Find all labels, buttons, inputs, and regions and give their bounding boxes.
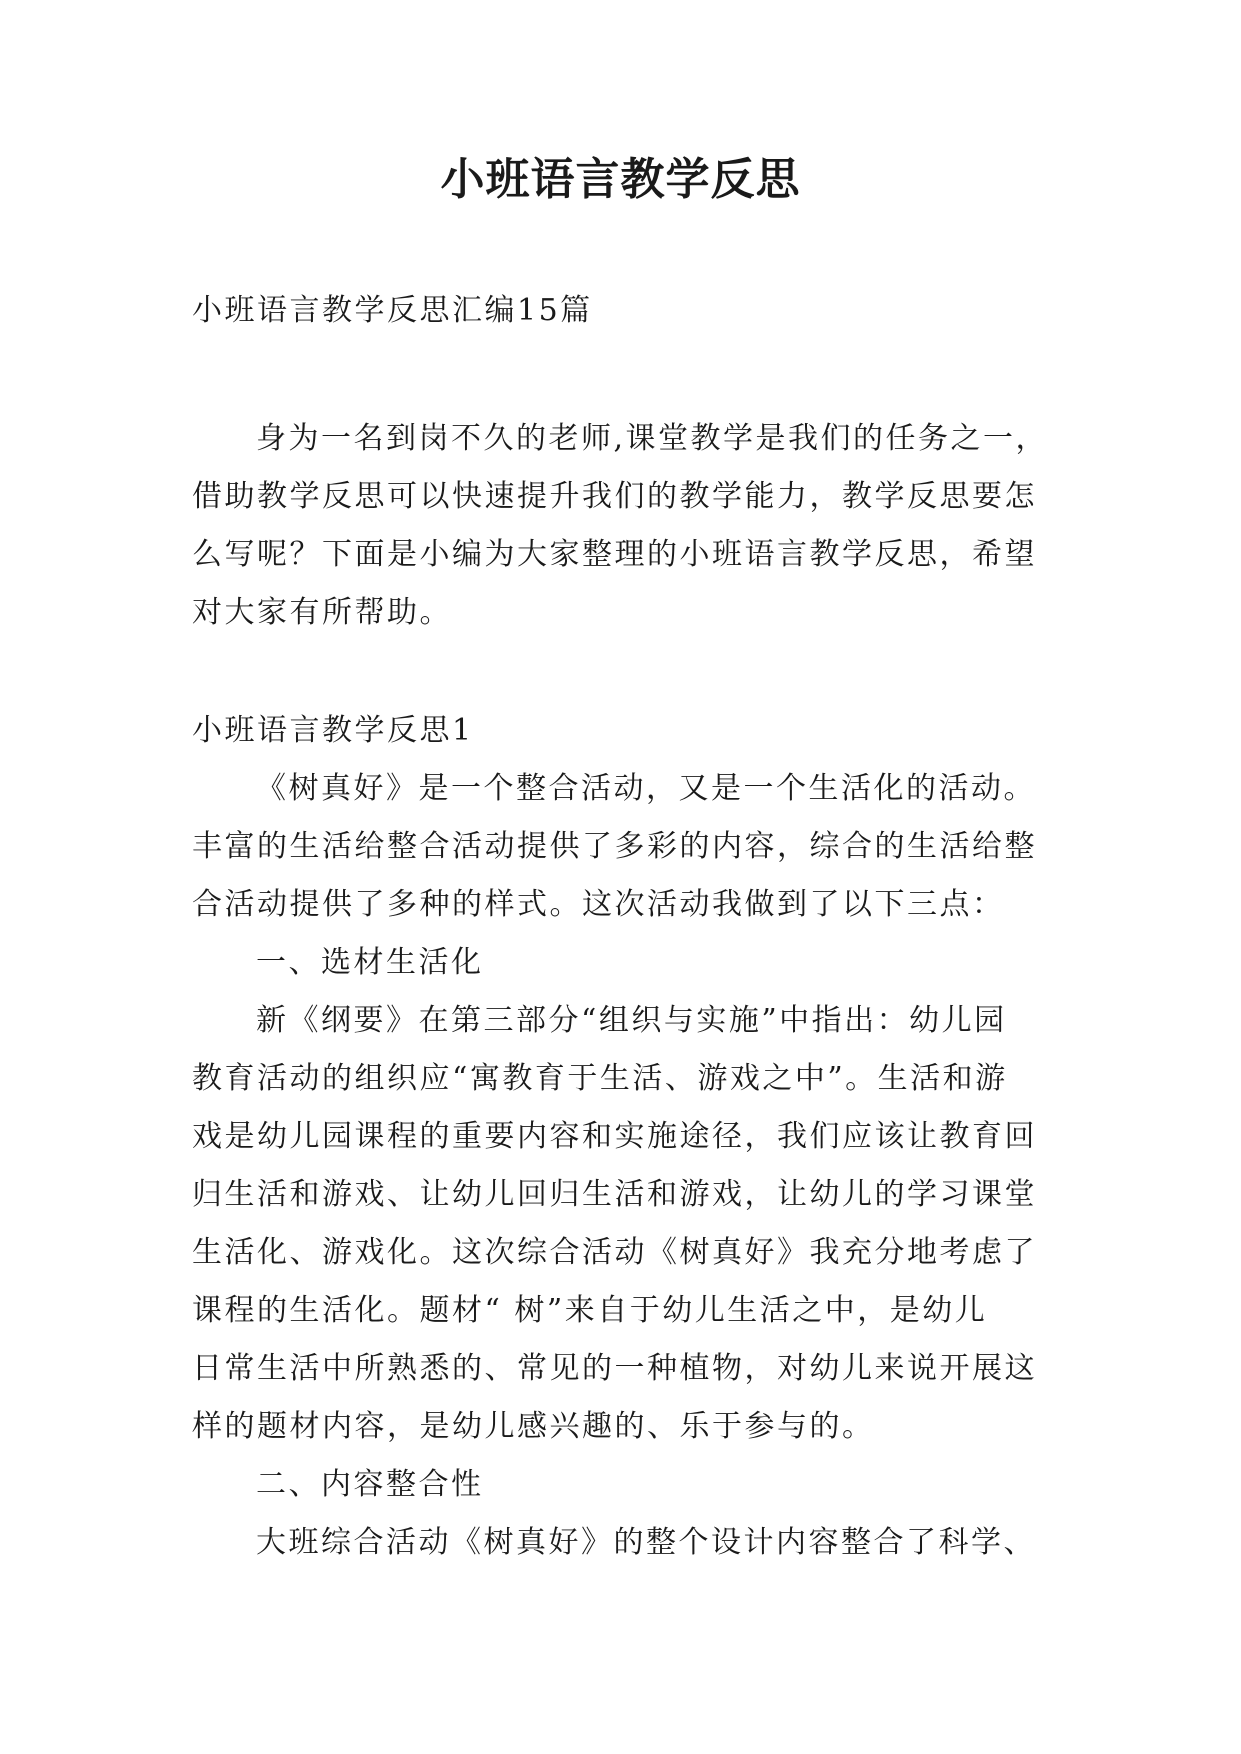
intro-line: 对大家有所帮助。 bbox=[192, 595, 452, 630]
subheading-line: 一、选材生活化 bbox=[256, 945, 484, 980]
body-line: 新《纲要》在第三部分“组织与实施”中指出：幼儿园 bbox=[256, 1003, 1007, 1038]
document-body bbox=[192, 282, 1058, 1572]
body-line: 合活动提供了多种的样式。这次活动我做到了以下三点： bbox=[192, 887, 1005, 922]
body-line: 大班综合活动《树真好》的整个设计内容整合了科学、 bbox=[256, 1525, 1036, 1560]
subheading-line: 二、内容整合性 bbox=[256, 1467, 484, 1502]
intro-paragraph bbox=[192, 410, 1058, 642]
intro-line: 么写呢？下面是小编为大家整理的小班语言教学反思，希望 bbox=[192, 537, 1037, 572]
body-line: 课程的生活化。题材“ 树”来自于幼儿生活之中，是幼儿 bbox=[192, 1293, 988, 1328]
body-line: 归生活和游戏、让幼儿回归生活和游戏，让幼儿的学习课堂 bbox=[192, 1177, 1037, 1212]
body-line: 丰富的生活给整合活动提供了多彩的内容，综合的生活给整 bbox=[192, 829, 1037, 864]
body-line: 生活化、游戏化。这次综合活动《树真好》我充分地考虑了 bbox=[192, 1235, 1037, 1270]
page-title: 小班语言教学反思 bbox=[440, 154, 801, 205]
body-line: 戏是幼儿园课程的重要内容和实施途径，我们应该让教育回 bbox=[192, 1119, 1037, 1154]
document-subtitle: 小班语言教学反思汇编15篇 bbox=[192, 293, 593, 328]
body-line: 教育活动的组织应“寓教育于生活、游戏之中”。生活和游 bbox=[192, 1061, 1008, 1096]
body-line: 日常生活中所熟悉的、常见的一种植物，对幼儿来说开展这 bbox=[192, 1351, 1037, 1386]
body-line: 《树真好》是一个整合活动，又是一个生活化的活动。 bbox=[256, 771, 1036, 806]
body-line: 样的题材内容，是幼儿感兴趣的、乐于参与的。 bbox=[192, 1409, 875, 1444]
intro-line: 借助教学反思可以快速提升我们的教学能力，教学反思要怎 bbox=[192, 479, 1037, 514]
section-heading: 小班语言教学反思1 bbox=[192, 713, 474, 748]
intro-line: 身为一名到岗不久的老师,课堂教学是我们的任务之一， bbox=[256, 421, 1049, 456]
section-1 bbox=[192, 702, 1058, 1572]
